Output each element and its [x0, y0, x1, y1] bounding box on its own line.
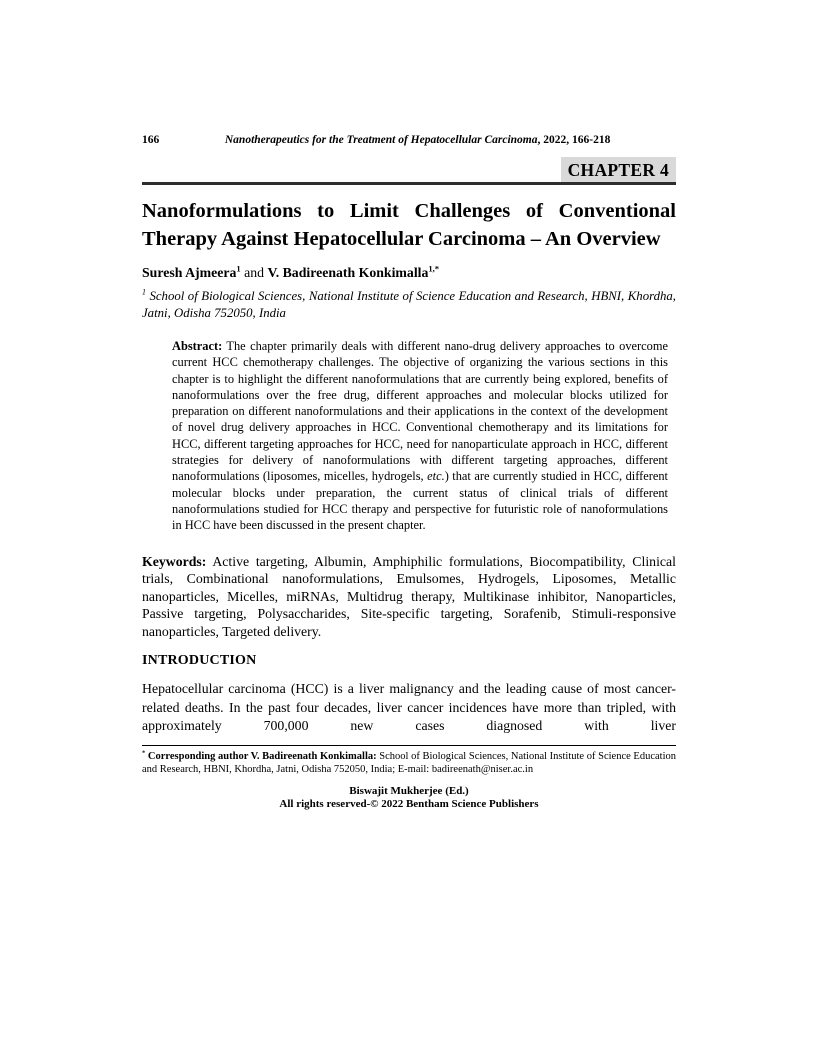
footnote-marker: *	[142, 749, 146, 757]
rights-line: All rights reserved-© 2022 Bentham Science Publishers	[279, 798, 539, 811]
running-header	[142, 133, 676, 147]
author-1: Suresh Ajmeera	[142, 265, 237, 280]
chapter-label: CHAPTER 4	[561, 157, 676, 182]
affiliation-text: School of Biological Sciences, National Institute of Science Education and Research, HBNI, Khordha, Jatni, Odisha 752050, India	[142, 289, 676, 320]
corresponding-author-footnote	[142, 750, 676, 777]
chapter-title: Nanoformulations to Limit Challenges of Conventional Therapy Against Hepatocellular Carcinoma – An Overview	[142, 200, 676, 250]
chapter-banner	[142, 157, 676, 185]
abstract-text-1: The chapter primarily deals with different nano-drug delivery approaches to overcome current HCC chemotherapy challenges. The objective of organizing the various sections in this chapter is to highlight the different nanoformulations that are currently being explored, benefits of nanoformulations over the free drug, different approaches and molecular blocks utilized for preparation on different nanoformulations and their applications in the context of the development of novel drug delivery approaches in HCC. Conventional chemotherapy and its limitations for HCC, different targeting approaches for HCC, need for nanoparticulate approach in HCC, different strategies for delivery of nanoformulations with different targeting approaches, different nanoformulations (liposomes, micelles, hydrogels,	[172, 339, 668, 484]
keywords	[142, 553, 676, 641]
author-2: V. Badireenath Konkimalla	[267, 265, 429, 280]
affiliation-superscript: 1	[142, 287, 146, 297]
authors-connector: and	[240, 265, 268, 280]
abstract-italic-word: etc.	[427, 469, 445, 484]
introduction-heading: INTRODUCTION	[142, 653, 257, 669]
abstract-label: Abstract:	[172, 339, 223, 353]
footnote-divider	[142, 745, 676, 746]
footnote-label: Corresponding author V. Badireenath Konkimalla:	[145, 750, 377, 762]
page-number: 166	[142, 134, 160, 146]
author-2-superscript: 1,*	[428, 263, 440, 274]
author-1-superscript: 1	[236, 263, 241, 274]
affiliation	[142, 288, 676, 321]
footnote-text: School of Biological Sciences, National Institute of Science Education and Research, HBNI, Khordha, Jatni, Odisha 752050, India; E-mail: badireenath@niser.ac.in	[142, 750, 676, 776]
page-footer	[142, 785, 676, 812]
keywords-label: Keywords:	[142, 553, 207, 569]
authors-line	[142, 264, 676, 281]
journal-pages: , 2022, 166-218	[537, 134, 611, 146]
keywords-text: Active targeting, Albumin, Amphiphilic formulations, Biocompatibility, Clinical trials, Combinational nanoformulations, Emulsomes, Hydrogels, Liposomes, Metallic nanoparticles, Micelles, miRNAs, Multidrug therapy, Multikinase inhibitor, Nanoparticles, Passive targeting, Polysaccharides, Site-specific targeting, Sorafenib, Stimuli-responsive nanoparticles, Targeted delivery.	[142, 553, 676, 639]
editor-line: Biswajit Mukherjee (Ed.)	[349, 784, 469, 797]
abstract	[172, 338, 668, 534]
journal-reference	[159, 133, 676, 147]
journal-title: Nanotherapeutics for the Treatment of Hepatocellular Carcinoma	[224, 134, 538, 146]
abstract-text-2: ) that are currently studied in HCC, different molecular blocks under preparation, the current status of clinical trials of different nanoformulations studied for HCC therapy and perspective for futuristic role of nanoformulations in HCC have been discussed in the present chapter.	[172, 469, 669, 533]
introduction-paragraph: Hepatocellular carcinoma (HCC) is a liver malignancy and the leading cause of most cancer-related deaths. In the past four decades, liver cancer incidences have more than tripled, with approximately 700,000 new cases diagnosed with liver	[142, 681, 676, 734]
